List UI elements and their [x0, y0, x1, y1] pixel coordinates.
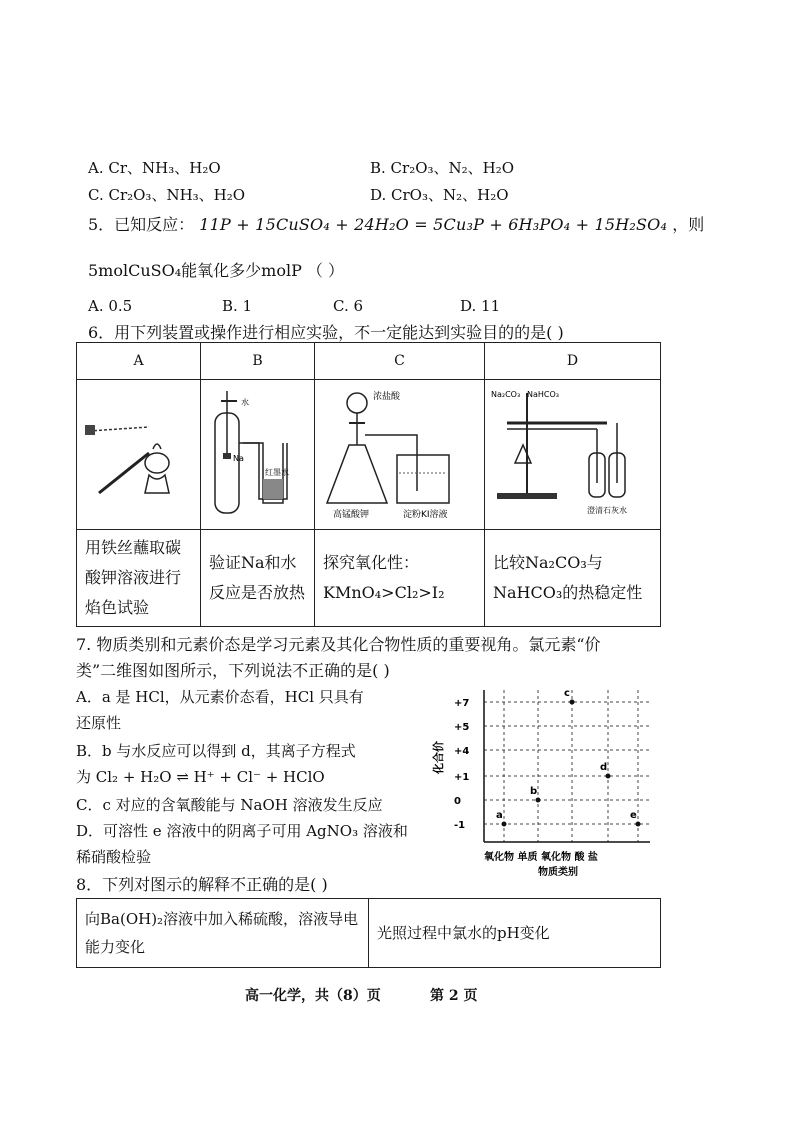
- point-label-e: e: [630, 810, 637, 821]
- x-axis-label: 物质类别: [538, 867, 578, 878]
- q8-table: [76, 898, 661, 968]
- q7-option-a-cont: 还原性: [76, 714, 122, 732]
- b-ink-label: 红墨水: [265, 467, 289, 477]
- na-water-apparatus: [203, 383, 313, 523]
- point-label-d: d: [600, 762, 608, 773]
- q4-option-a: A. Cr、NH₃、H₂O: [88, 159, 221, 177]
- y-tick-label: +7: [454, 698, 470, 709]
- q7-option-b-cont: 为 Cl₂ + H₂O ⇌ H⁺ + Cl⁻ + HClO: [76, 768, 325, 786]
- q6-table: [76, 342, 661, 627]
- x-category-labels: 氧化物 单质 氧化物 酸 盐: [484, 852, 598, 863]
- q6-image-d: [485, 380, 661, 530]
- q7-option-c: C．c 对应的含氧酸能与 NaOH 溶液发生反应: [76, 796, 383, 814]
- point-label-a: a: [496, 810, 503, 821]
- y-tick-label: +5: [454, 722, 470, 733]
- q7-option-b: B．b 与水反应可以得到 d，其离子方程式: [76, 742, 356, 760]
- y-axis-label: 化合价: [432, 741, 445, 774]
- y-tick-label: -1: [454, 820, 466, 831]
- y-tick-label: +1: [454, 772, 470, 783]
- q5-stem-label: 5．已知反应：: [88, 215, 195, 234]
- q8-cell-left: 向Ba(OH)₂溶液中加入稀硫酸，溶液导电能力变化: [77, 899, 369, 968]
- q6-image-c: [315, 380, 485, 530]
- q6-header-b: B: [201, 343, 315, 380]
- q5-equation: 11P + 15CuSO₄ + 24H₂O = 5Cu₃P + 6H₃PO₄ + 15H₂SO₄: [199, 215, 668, 234]
- q6-header-a: A: [77, 343, 201, 380]
- point-c: [570, 700, 575, 705]
- chlorine-valence-chart: [428, 680, 658, 880]
- point-label-b: b: [530, 786, 538, 797]
- q7-option-d: D．可溶性 e 溶液中的阴离子可用 AgNO₃ 溶液和: [76, 822, 408, 840]
- point-b: [536, 798, 541, 803]
- q6-stem: 6．用下列装置或操作进行相应实验，不一定能达到实验目的的是( ): [88, 323, 564, 342]
- q6-desc-c: 探究氧化性：KMnO₄>Cl₂>I₂: [315, 530, 485, 627]
- q5-option-a: A. 0.5: [88, 297, 133, 315]
- point-label-c: c: [564, 688, 570, 699]
- q7-stem-line2: 类”二维图如图所示，下列说法不正确的是( ): [76, 661, 390, 680]
- q4-option-b: B. Cr₂O₃、N₂、H₂O: [370, 159, 515, 177]
- point-d: [606, 774, 611, 779]
- footer-total-pages: 高一化学，共（8）页: [245, 988, 381, 1004]
- q8-cell-right: 光照过程中氯水的pH变化: [369, 899, 661, 968]
- q6-desc-a: 用铁丝蘸取碳酸钾溶液进行焰色试验: [77, 530, 201, 627]
- point-e: [636, 822, 641, 827]
- c-ki-label: 淀粉KI溶液: [403, 509, 448, 520]
- q4-option-c: C. Cr₂O₃、NH₃、H₂O: [88, 186, 246, 204]
- q6-header-c: C: [315, 343, 485, 380]
- y-tick-label: 0: [454, 796, 461, 807]
- q5-option-d: D. 11: [460, 297, 501, 315]
- q5-stem: [88, 212, 704, 235]
- q6-image-a: [77, 380, 201, 530]
- footer-page-number: 第 2 页: [430, 988, 478, 1004]
- q6-desc-d: 比较Na₂CO₃与NaHCO₃的热稳定性: [485, 530, 661, 627]
- d-nahco3-label: NaHCO₃: [527, 389, 559, 399]
- q7-option-d-cont: 稀硝酸检验: [76, 848, 152, 866]
- q4-option-d: D. CrO₃、N₂、H₂O: [370, 186, 509, 204]
- b-water-label: 水: [241, 397, 249, 407]
- d-na2co3-label: Na₂CO₃: [491, 389, 521, 399]
- q6-image-b: [201, 380, 315, 530]
- b-na-label: Na: [233, 453, 244, 463]
- q5-option-c: C. 6: [333, 297, 364, 315]
- point-a: [502, 822, 507, 827]
- q6-desc-b: 验证Na和水反应是否放热: [201, 530, 315, 627]
- q5-tail: ，则: [672, 215, 705, 234]
- chlorine-oxidation-apparatus: [317, 383, 483, 523]
- q7-option-a: A．a 是 HCl，从元素价态看，HCl 只具有: [76, 688, 364, 706]
- thermal-stability-apparatus: [487, 383, 659, 523]
- q6-header-d: D: [485, 343, 661, 380]
- q7-stem-line1: 7. 物质类别和元素价态是学习元素及其化合物性质的重要视角。氯元素“价: [76, 635, 601, 654]
- c-kmno4-label: 高锰酸钾: [333, 509, 370, 520]
- c-acid-label: 浓盐酸: [373, 391, 401, 402]
- q8-stem: 8．下列对图示的解释不正确的是( ): [76, 875, 328, 894]
- q5-option-b: B. 1: [222, 297, 253, 315]
- d-limewater-label: 澄清石灰水: [587, 505, 627, 515]
- q5-question: 5molCuSO₄能氧化多少molP （ ）: [88, 261, 345, 280]
- y-tick-label: +4: [454, 746, 470, 757]
- chart-grid: [484, 690, 650, 842]
- flame-test-apparatus: [79, 383, 197, 523]
